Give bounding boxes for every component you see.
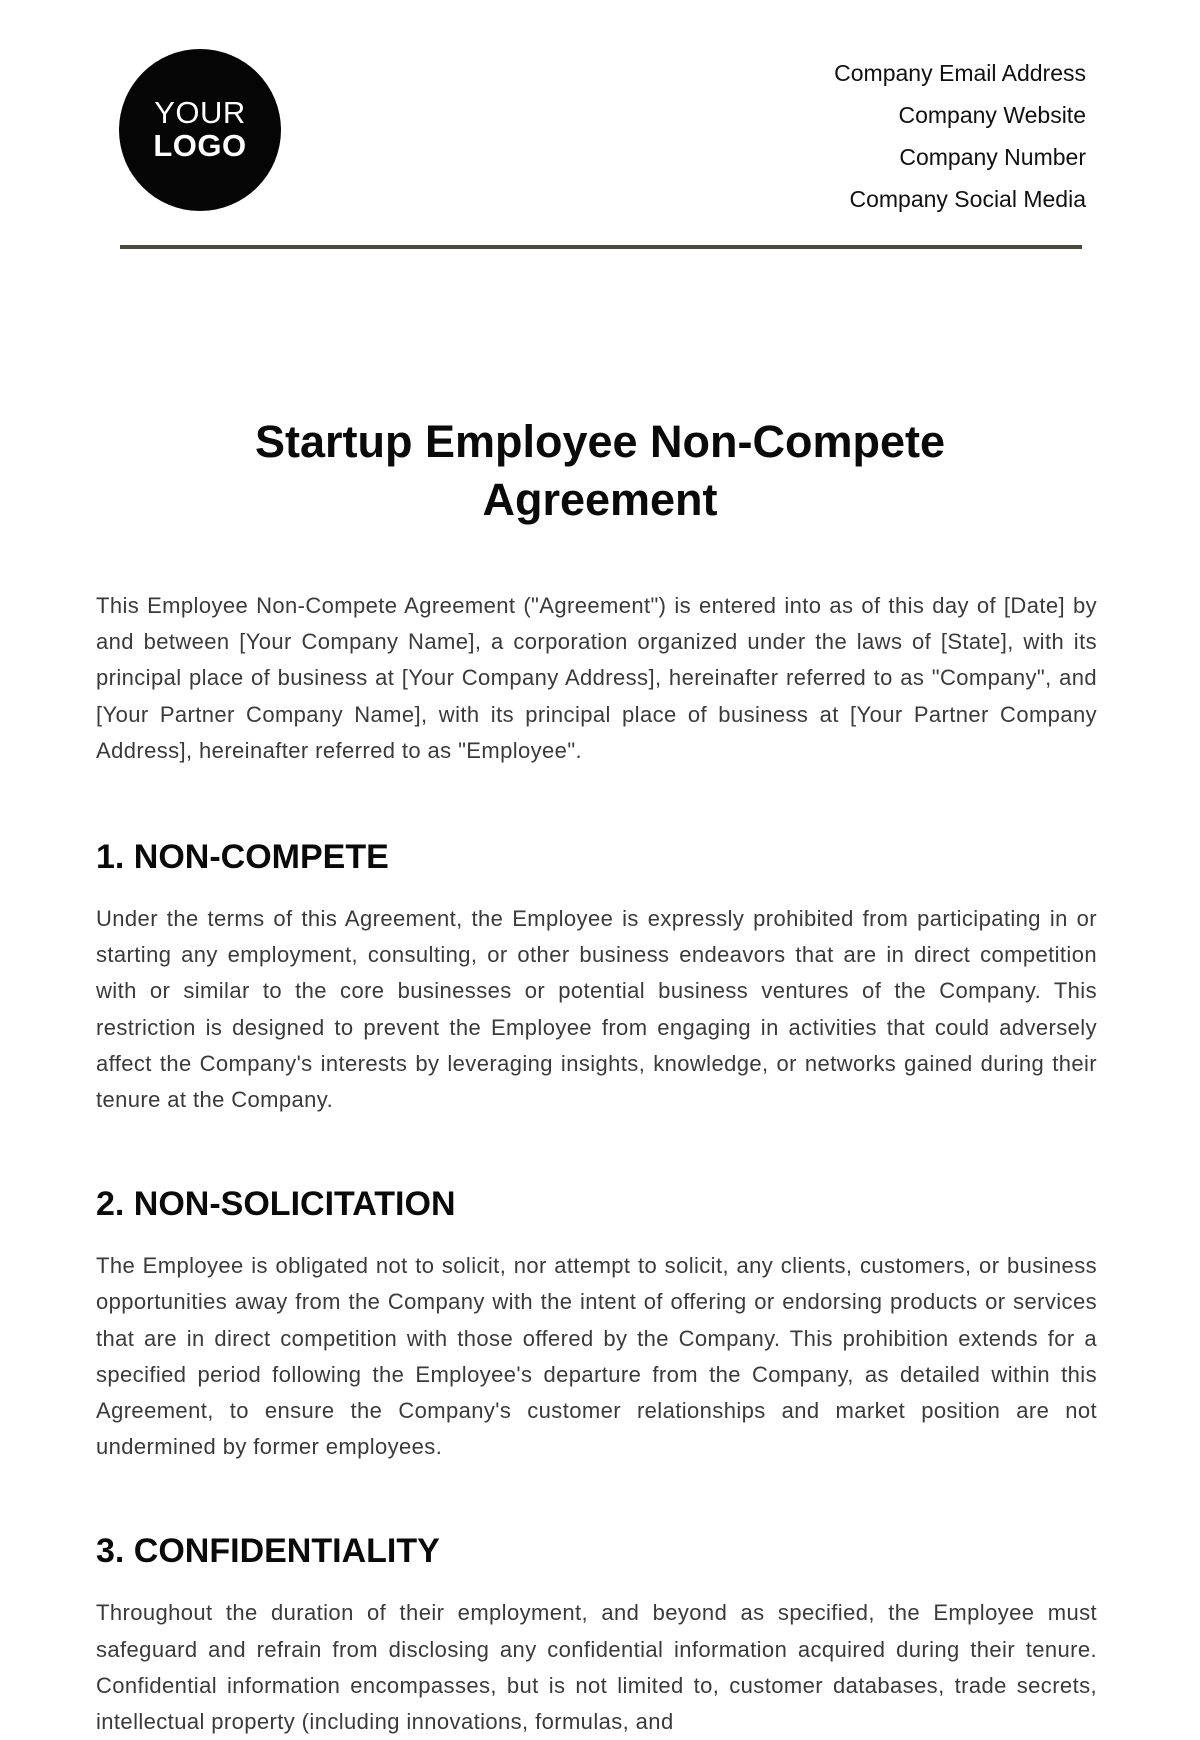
company-email: Company Email Address — [834, 60, 1086, 86]
company-website: Company Website — [898, 102, 1086, 128]
document-body — [96, 588, 1097, 1740]
section-body-non-solicitation: The Employee is obligated not to solicit, nor attempt to solicit, any clients, customers, or business opportunities away from the Company with the intent of offering or endorsing products or services that are in direct competition with those offered by the Company. This prohibition extends for a specified period following the Employee's departure from the Company, as detailed within this Agreement, to ensure the Company's customer relationships and market position are not undermined by former employees. — [96, 1253, 1097, 1460]
header-divider — [120, 245, 1082, 249]
section-heading-non-compete: 1. NON-COMPETE — [96, 838, 389, 877]
intro-paragraph: This Employee Non-Compete Agreement ("Agreement") is entered into as of this day of [Date] by and between [Your Company Name], a corporation organized under the laws of [State], with its principal place of business at [Your Company Address], hereinafter referred to as "Company", and [Your Partner Company Name], with its principal place of business at [Your Partner Company Address], hereinafter referred to as "Employee". — [96, 593, 1097, 763]
section-heading-non-solicitation: 2. NON-SOLICITATION — [96, 1185, 456, 1224]
section-body-confidentiality: Throughout the duration of their employment, and beyond as specified, the Employee must safeguard and refrain from disclosing any confidential information acquired during their tenure. Confidential information encompasses, but is not limited to, customer databases, trade secrets, intellectual property (including innovations, formulas, and — [96, 1600, 1097, 1735]
section-heading-confidentiality: 3. CONFIDENTIALITY — [96, 1532, 440, 1571]
company-logo — [119, 49, 281, 211]
document-title: Startup Employee Non-Compete Agreement — [254, 416, 946, 525]
logo-line-1: YOUR — [154, 95, 246, 131]
company-contact-block — [834, 52, 1086, 220]
company-social-media: Company Social Media — [849, 186, 1086, 212]
company-number: Company Number — [899, 144, 1086, 170]
section-body-non-compete: Under the terms of this Agreement, the Employee is expressly prohibited from participating in or starting any employment, consulting, or other business endeavors that are in direct competition with or similar to the core businesses or potential business ventures of the Company. This restriction is designed to prevent the Employee from engaging in activities that could adversely affect the Company's interests by leveraging insights, knowledge, or networks gained during their tenure at the Company. — [96, 906, 1097, 1113]
logo-line-2: LOGO — [153, 128, 247, 163]
